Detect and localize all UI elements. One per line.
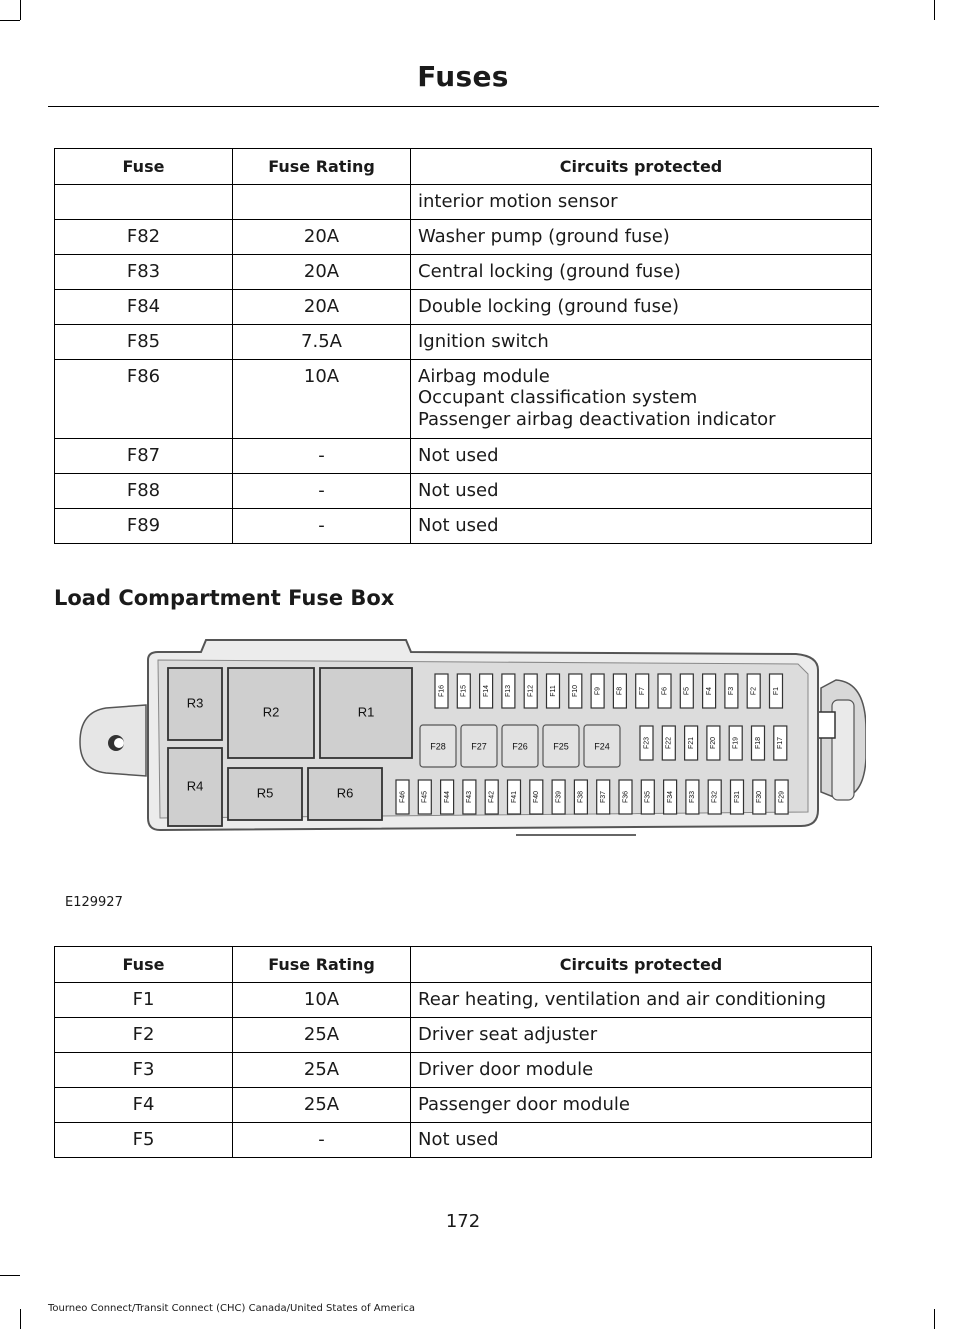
page-title: Fuses — [417, 60, 509, 93]
relay-label: R4 — [186, 778, 204, 794]
fuse-number: F89 — [55, 509, 233, 544]
fuse-label: F45 — [421, 790, 429, 804]
fuse-label: F29 — [778, 790, 786, 804]
fuse-label: F24 — [594, 741, 610, 752]
fuse-label: F3 — [728, 686, 736, 696]
fuse-rating: - — [233, 474, 411, 509]
fuse-label: F30 — [756, 790, 764, 804]
column-header-circuits: Circuits protected — [411, 149, 872, 185]
fuse-number: F83 — [55, 255, 233, 290]
fuse-label: F18 — [754, 736, 762, 750]
fuse-rating: 20A — [233, 255, 411, 290]
circuits-protected — [411, 220, 872, 255]
fuse-label: F44 — [443, 790, 451, 804]
fuse-rating: 20A — [233, 290, 411, 325]
table-row — [55, 185, 872, 220]
fuse-label: F9 — [594, 686, 602, 696]
fuse-label: F8 — [616, 686, 624, 696]
relay-label: R2 — [262, 704, 280, 720]
circuit-line: interior motion sensor — [418, 191, 618, 212]
table-row — [55, 474, 872, 509]
fuse-number: F2 — [55, 1018, 233, 1053]
circuit-line: Ignition switch — [418, 331, 549, 352]
circuits-protected — [411, 1123, 872, 1158]
fuse-label: F38 — [577, 790, 585, 804]
fuse-number: F84 — [55, 290, 233, 325]
circuits-protected — [411, 1018, 872, 1053]
fuse-rating: 10A — [233, 983, 411, 1018]
crop-mark — [934, 0, 935, 20]
fuse-label: F17 — [777, 736, 785, 750]
table-row — [55, 439, 872, 474]
fuse-label: F15 — [460, 684, 468, 698]
fuse-label: F27 — [471, 741, 487, 752]
fuse-number: F88 — [55, 474, 233, 509]
mounting-hole-inner — [114, 738, 124, 748]
fuse-table-load-compartment — [54, 946, 872, 1158]
fuse-rating: - — [233, 1123, 411, 1158]
title-divider — [48, 106, 879, 107]
fuse-label: F1 — [772, 686, 780, 696]
fuse-label: F37 — [600, 790, 608, 804]
fuse-label: F41 — [510, 790, 518, 804]
crop-mark — [0, 20, 20, 21]
table-row — [55, 983, 872, 1018]
column-header-circuits: Circuits protected — [411, 947, 872, 983]
fuse-rating: - — [233, 439, 411, 474]
fuse-label: F7 — [639, 686, 647, 696]
circuit-line: Not used — [418, 515, 499, 536]
fuse-label: F35 — [644, 790, 652, 804]
table-row — [55, 509, 872, 544]
column-header-fuse: Fuse — [55, 149, 233, 185]
table-row — [55, 1053, 872, 1088]
circuits-protected — [411, 1053, 872, 1088]
fuse-rating: 10A — [233, 360, 411, 439]
table-header-row — [55, 947, 872, 983]
relay-label: R5 — [256, 785, 274, 801]
table-row — [55, 220, 872, 255]
circuit-line: Washer pump (ground fuse) — [418, 226, 670, 247]
fuse-rating: - — [233, 509, 411, 544]
circuits-protected — [411, 983, 872, 1018]
fuse-label: F23 — [643, 736, 651, 750]
fuse-number: F4 — [55, 1088, 233, 1123]
table-row — [55, 1018, 872, 1053]
figure-code: E129927 — [65, 895, 123, 910]
fuse-label: F26 — [512, 741, 528, 752]
fuse-label: F2 — [750, 686, 758, 696]
circuit-line: Airbag module — [418, 366, 550, 387]
circuit-line: Not used — [418, 480, 499, 501]
table-row — [55, 325, 872, 360]
table-row — [55, 1088, 872, 1123]
fuse-number: F85 — [55, 325, 233, 360]
circuits-protected — [411, 360, 872, 439]
fuse-label: F36 — [622, 790, 630, 804]
crop-mark — [0, 1275, 20, 1276]
fuse-label: F28 — [430, 741, 446, 752]
fuse-label: F16 — [438, 684, 446, 698]
fuse-label: F22 — [665, 736, 673, 750]
circuit-line: Central locking (ground fuse) — [418, 261, 681, 282]
fuse-label: F33 — [689, 790, 697, 804]
circuit-line: Double locking (ground fuse) — [418, 296, 680, 317]
table-row — [55, 360, 872, 439]
fuse-label: F5 — [683, 686, 691, 696]
fuse-rating: 20A — [233, 220, 411, 255]
table-header-row — [55, 149, 872, 185]
circuits-protected — [411, 439, 872, 474]
circuit-line: Not used — [418, 445, 499, 466]
crop-mark — [20, 0, 21, 20]
fuse-rating: 25A — [233, 1053, 411, 1088]
fuse-label: F43 — [466, 790, 474, 804]
fuse-number: F86 — [55, 360, 233, 439]
fuse-label: F20 — [710, 736, 718, 750]
column-header-fuse: Fuse — [55, 947, 233, 983]
fuse-label: F4 — [705, 686, 713, 696]
table-row — [55, 1123, 872, 1158]
circuits-protected — [411, 290, 872, 325]
fuse-label: F32 — [711, 790, 719, 804]
fuse-label: F13 — [505, 684, 513, 698]
fuse-label: F46 — [399, 790, 407, 804]
circuit-line: Driver seat adjuster — [418, 1024, 598, 1045]
fuse-label: F11 — [549, 685, 557, 697]
crop-mark — [934, 1309, 935, 1329]
fuse-label: F31 — [733, 790, 741, 804]
fuse-label: F34 — [666, 790, 674, 804]
fuse-rating — [233, 185, 411, 220]
fuse-number: F1 — [55, 983, 233, 1018]
fuse-rating: 7.5A — [233, 325, 411, 360]
column-header-rating: Fuse Rating — [233, 947, 411, 983]
circuit-line: Not used — [418, 1129, 499, 1150]
fuse-label: F6 — [661, 686, 669, 696]
circuits-protected — [411, 255, 872, 290]
relay-label: R1 — [357, 704, 375, 720]
table-row — [55, 290, 872, 325]
crop-mark — [20, 1309, 21, 1329]
circuits-protected — [411, 474, 872, 509]
relay-label: R6 — [336, 785, 354, 801]
circuits-protected — [411, 1088, 872, 1123]
footer-document-title: Tourneo Connect/Transit Connect (CHC) Canada/United States of America — [48, 1303, 415, 1314]
fuse-number: F5 — [55, 1123, 233, 1158]
circuit-line: Driver door module — [418, 1059, 594, 1080]
fuse-label: F40 — [533, 790, 541, 804]
fuse-rating: 25A — [233, 1018, 411, 1053]
fuse-label: F21 — [687, 736, 695, 750]
relay-label: R3 — [186, 695, 204, 711]
fuse-label: F12 — [527, 684, 535, 698]
fuse-label: F14 — [482, 684, 490, 698]
fuse-box-diagram — [76, 630, 866, 845]
fuse-number: F87 — [55, 439, 233, 474]
circuit-line: Rear heating, ventilation and air conditioning — [418, 989, 826, 1010]
fuse-rating: 25A — [233, 1088, 411, 1123]
circuit-line: Passenger door module — [418, 1094, 630, 1115]
circuits-protected — [411, 509, 872, 544]
fuse-table-upper — [54, 148, 872, 544]
fuse-label: F25 — [553, 741, 569, 752]
fuse-number: F3 — [55, 1053, 233, 1088]
fuse-label: F19 — [732, 736, 740, 750]
fuse-number — [55, 185, 233, 220]
page-number: 172 — [445, 1211, 481, 1232]
fuse-label: F42 — [488, 790, 496, 804]
column-header-rating: Fuse Rating — [233, 149, 411, 185]
fuse-number: F82 — [55, 220, 233, 255]
circuit-line: Occupant classification system — [418, 387, 698, 408]
circuits-protected — [411, 185, 872, 220]
circuits-protected — [411, 325, 872, 360]
section-heading: Load Compartment Fuse Box — [54, 586, 395, 610]
fuse-label: F10 — [572, 684, 580, 698]
table-row — [55, 255, 872, 290]
circuit-line: Passenger airbag deactivation indicator — [418, 408, 776, 430]
fuse-label: F39 — [555, 790, 563, 804]
